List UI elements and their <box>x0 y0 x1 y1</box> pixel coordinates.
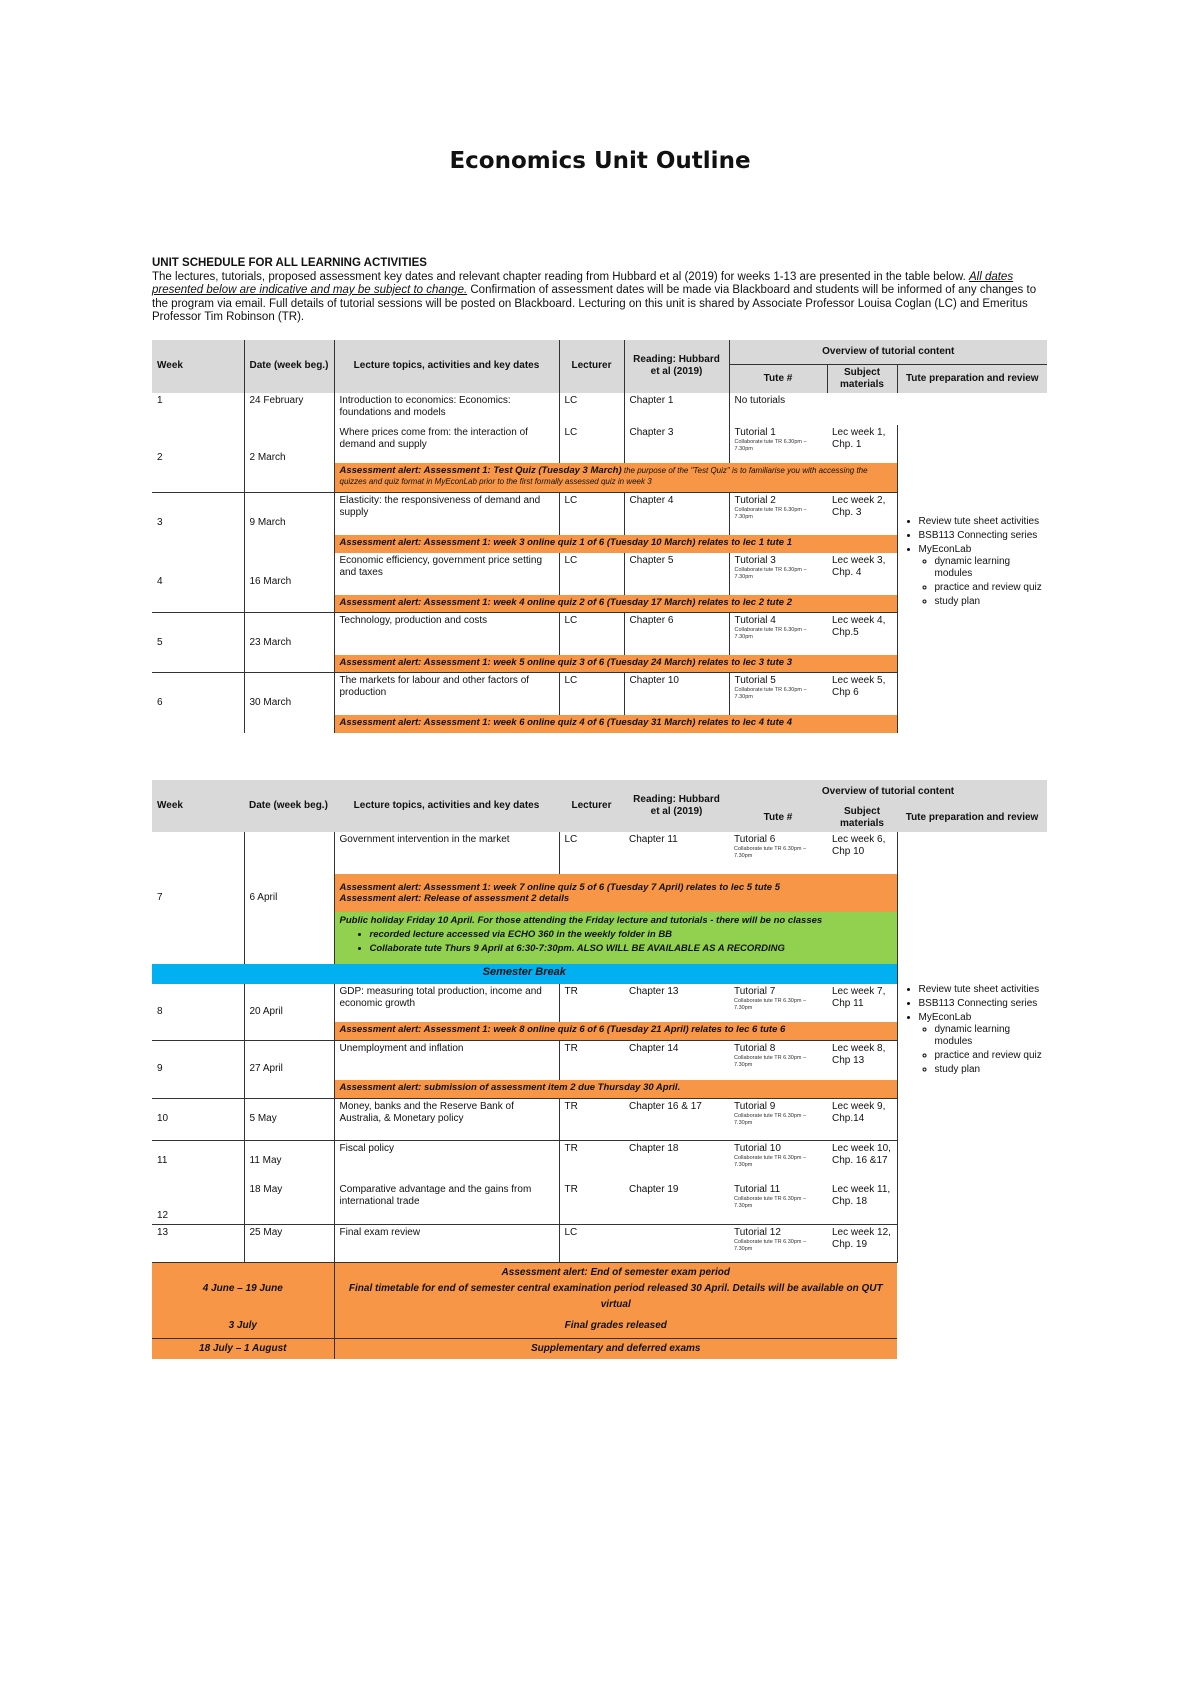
header-week: Week <box>152 780 244 832</box>
week-cell: 9 <box>152 1040 244 1098</box>
tute-cell: Tutorial 10 Collaborate tute TR 6.30pm – 7.30pm <box>729 1140 827 1182</box>
reading-cell: Chapter 6 <box>624 613 729 655</box>
schedule-heading: UNIT SCHEDULE FOR ALL LEARNING ACTIVITIES <box>152 257 427 269</box>
date-cell: 18 May <box>244 1182 334 1224</box>
lecturer-cell: TR <box>564 986 578 997</box>
reading-cell: Chapter 14 <box>624 1040 729 1080</box>
prep-item-label: MyEconLab <box>918 1012 972 1023</box>
subject-cell: Lec week 7, Chp 11 <box>827 984 897 1022</box>
reading-cell: Chapter 11 <box>629 834 678 845</box>
page-title: Economics Unit Outline <box>449 148 751 174</box>
header-topics: Lecture topics, activities and key dates <box>334 340 559 393</box>
subject-cell: Lec week 5, Chp 6 <box>827 673 897 715</box>
prep-subitem: ◦ dynamic learning modules <box>935 1024 1043 1048</box>
tute-cell: Tutorial 5 Collaborate tute TR 6.30pm – 7.30pm <box>729 673 827 715</box>
topic-cell: Introduction to economics: Economics: foundations and models <box>334 393 559 425</box>
exam-date: 4 June – 19 June <box>152 1262 334 1315</box>
week-cell: 11 <box>152 1140 244 1182</box>
schedule-paragraph <box>152 271 1047 325</box>
week-cell: 8 <box>152 984 244 1040</box>
date-cell: 24 February <box>244 393 334 425</box>
date-cell: 23 March <box>244 613 334 673</box>
date-cell: 20 April <box>244 984 334 1040</box>
header-tute: Tute # <box>729 364 827 393</box>
lecturer-cell: TR <box>559 1140 624 1182</box>
assessment-alert: Assessment alert: submission of assessment item 2 due Thursday 30 April. <box>334 1080 897 1098</box>
week-cell: 1 <box>152 393 244 425</box>
header-prep: Tute preparation and review <box>897 804 1047 832</box>
lecturer-cell: LC <box>564 834 578 845</box>
tute-cell: Tutorial 3 Collaborate tute TR 6.30pm – 7.30pm <box>734 554 807 580</box>
lecturer-cell: LC <box>559 493 624 535</box>
reading-cell: Chapter 1 <box>624 393 729 425</box>
date-cell: 27 April <box>244 1040 334 1098</box>
schedule-table-1 <box>152 340 1047 733</box>
topic-cell: Economic efficiency, government price setting and taxes <box>334 553 559 595</box>
public-holiday-notice: Public holiday Friday 10 April. For those attending the Friday lecture and tutorials - there will be no classes • recorded lecture accessed via ECHO 360 in the weekly folder in BB • Collaborate tute Thurs 9 April at 6:30-7:30pm. ALSO WILL BE AVAILABLE AS A RECORDING <box>334 912 897 964</box>
subject-cell: Lec week 1, Chp. 1 <box>827 425 897 463</box>
prep-item: • Review tute sheet activities <box>919 984 1043 996</box>
week-cell: 3 <box>152 493 244 553</box>
prep-item-label: MyEconLab <box>918 543 972 555</box>
lecturer-cell: LC <box>559 553 624 595</box>
prep-cell <box>897 984 1047 1359</box>
prep-item <box>919 544 1043 608</box>
topic-cell: Elasticity: the responsiveness of demand and supply <box>334 493 559 535</box>
date-cell: 5 May <box>244 1098 334 1140</box>
header-reading: Reading: Hubbard et al (2019) <box>624 780 729 832</box>
schedule-intro <box>152 257 1047 325</box>
lecturer-cell: TR <box>564 1184 578 1195</box>
reading-cell: Chapter 4 <box>624 493 729 535</box>
tute-cell: No tutorials <box>734 394 786 406</box>
assessment-alert: Assessment alert: Assessment 1: week 5 online quiz 3 of 6 (Tuesday 24 March) relates to lec 3 tute 3 <box>334 655 897 673</box>
reading-cell: Chapter 16 & 17 <box>624 1098 729 1140</box>
lecturer-cell: LC <box>559 613 624 655</box>
topic-cell: GDP: measuring total production, income and economic growth <box>334 984 559 1022</box>
prep-subitem: ◦ practice and review quiz <box>935 582 1043 594</box>
topic-cell: The markets for labour and other factors of production <box>334 673 559 715</box>
date-cell: 16 March <box>244 553 334 613</box>
tute-cell: Tutorial 7 Collaborate tute TR 6.30pm – 7.30pm <box>734 986 807 1011</box>
tute-cell: Tutorial 9 Collaborate tute TR 6.30pm – 7.30pm <box>729 1098 827 1140</box>
exam-text: Assessment alert: End of semester exam period Final timetable for end of semester central examination period released 30 April. Details will be available on QUT virtual <box>334 1262 897 1315</box>
schedule-table-2 <box>152 780 1047 1359</box>
supp-date: 18 July – 1 August <box>152 1339 334 1359</box>
prep-subitem: ◦ study plan <box>935 1064 1043 1076</box>
week-cell: 7 <box>152 832 244 964</box>
week-cell: 6 <box>152 673 244 733</box>
intro-text-1: The lectures, tutorials, proposed assessment key dates and relevant chapter reading from Hubbard et al (2019) for weeks 1-13 are presented in the table below. <box>152 270 969 283</box>
lecturer-cell: LC <box>559 425 624 463</box>
prep-item: • BSB113 Connecting series <box>919 530 1043 542</box>
date-cell: 11 May <box>244 1140 334 1182</box>
assessment-alert: Assessment alert: Assessment 1: week 7 online quiz 5 of 6 (Tuesday 7 April) relates to lec 5 tute 5 Assessment alert: Release of assessment 2 details <box>334 874 897 912</box>
week-cell: 10 <box>152 1098 244 1140</box>
tute-cell: Tutorial 12 Collaborate tute TR 6.30pm – 7.30pm <box>729 1224 827 1262</box>
assessment-alert: Assessment alert: Assessment 1: week 4 online quiz 2 of 6 (Tuesday 17 March) relates to lec 2 tute 2 <box>334 595 897 613</box>
topic-cell: Money, banks and the Reserve Bank of Australia, & Monetary policy <box>334 1098 559 1140</box>
header-date: Date (week beg.) <box>244 780 334 832</box>
prep-item <box>919 1012 1043 1076</box>
intro-text-3: Confirmation of assessment dates will be made via Blackboard and students will be informed of any changes to the program via email. Full details of tutorial sessions will be posted on Blackboard. Lecturing on this unit is shared by Associate Professor Louisa Coglan (LC) and Emeritus Professor Tim Robinson (TR). <box>152 284 1037 323</box>
prep-subitem: ◦ practice and review quiz <box>935 1050 1043 1062</box>
date-cell: 2 March <box>244 425 334 493</box>
lecturer-cell: TR <box>559 1040 624 1080</box>
header-overview: Overview of tutorial content <box>729 340 1047 364</box>
header-prep: Tute preparation and review <box>897 364 1047 393</box>
week-cell: 13 <box>152 1224 244 1262</box>
lecturer-cell: LC <box>559 393 624 425</box>
topic-cell: Government intervention in the market <box>334 832 559 874</box>
tute-cell: Tutorial 11 Collaborate tute TR 6.30pm – 7.30pm <box>734 1184 807 1209</box>
reading-cell: Chapter 19 <box>629 1184 679 1195</box>
date-cell: 25 May <box>244 1224 334 1262</box>
header-lecturer: Lecturer <box>559 340 624 393</box>
topic-cell: Comparative advantage and the gains from international trade <box>334 1182 559 1224</box>
reading-cell: Chapter 10 <box>624 673 729 715</box>
assessment-alert: Assessment alert: Assessment 1: Test Quiz (Tuesday 3 March) the purpose of the "Test Quiz" is to familiarise you with accessing the quizzes and quiz format in MyEconLab prior to the first formally assessed quiz in week 3 <box>334 463 897 493</box>
date-cell: 30 March <box>244 673 334 733</box>
topic-cell: Unemployment and inflation <box>334 1040 559 1080</box>
header-lecturer: Lecturer <box>559 780 624 832</box>
prep-subitem: ◦ study plan <box>935 596 1043 608</box>
prep-item: • Review tute sheet activities <box>919 516 1043 528</box>
header-overview: Overview of tutorial content <box>729 780 1047 804</box>
prep-cell <box>897 393 1047 733</box>
semester-break-banner: Semester Break <box>152 964 897 984</box>
subject-cell: Lec week 6, Chp 10 <box>827 832 897 874</box>
week-cell: 12 <box>152 1182 244 1224</box>
tute-cell: Tutorial 2 Collaborate tute TR 6.30pm – 7.30pm <box>729 493 827 535</box>
subject-cell: Lec week 9, Chp.14 <box>827 1098 897 1140</box>
header-topics: Lecture topics, activities and key dates <box>334 780 559 832</box>
week-cell: 4 <box>152 553 244 613</box>
subject-cell: Lec week 8, Chp 13 <box>827 1040 897 1080</box>
header-tute: Tute # <box>729 804 827 832</box>
subject-cell: Lec week 11, Chp. 18 <box>827 1182 897 1224</box>
reading-cell: Chapter 5 <box>624 553 729 595</box>
lecturer-cell: LC <box>559 673 624 715</box>
lecturer-cell: TR <box>559 1098 624 1140</box>
grades-date: 3 July <box>152 1315 334 1339</box>
header-date: Date (week beg.) <box>244 340 334 393</box>
subject-cell: Lec week 3, Chp. 4 <box>827 553 897 595</box>
topic-cell: Fiscal policy <box>334 1140 559 1182</box>
header-week: Week <box>152 340 244 393</box>
tute-cell: Tutorial 8 Collaborate tute TR 6.30pm – 7.30pm <box>729 1040 827 1080</box>
reading-cell: Chapter 3 <box>624 425 729 463</box>
lecturer-cell: LC <box>559 1224 624 1262</box>
assessment-alert: Assessment alert: Assessment 1: week 8 online quiz 6 of 6 (Tuesday 21 April) relates to lec 6 tute 6 <box>334 1022 897 1040</box>
header-subject: Subject materials <box>827 364 897 393</box>
table-row <box>152 393 1047 425</box>
date-cell: 9 March <box>244 493 334 553</box>
subject-cell: Lec week 2, Chp. 3 <box>827 493 897 535</box>
reading-cell: Chapter 13 <box>629 986 679 997</box>
topic-cell: Technology, production and costs <box>334 613 559 655</box>
subject-cell: Lec week 4, Chp.5 <box>827 613 897 655</box>
table-row <box>152 832 1047 874</box>
assessment-alert: Assessment alert: Assessment 1: week 3 online quiz 1 of 6 (Tuesday 10 March) relates to lec 1 tute 1 <box>334 535 897 553</box>
header-reading: Reading: Hubbard et al (2019) <box>624 340 729 393</box>
tute-cell: Tutorial 6 Collaborate tute TR 6.30pm – 7.30pm <box>734 834 807 859</box>
assessment-alert: Assessment alert: Assessment 1: week 6 online quiz 4 of 6 (Tuesday 31 March) relates to lec 4 tute 4 <box>334 715 897 733</box>
reading-cell: Chapter 18 <box>624 1140 729 1182</box>
subject-cell: Lec week 12, Chp. 19 <box>827 1224 897 1262</box>
week-cell: 2 <box>152 425 244 493</box>
table-row <box>152 984 1047 1022</box>
tute-cell: Tutorial 1 Collaborate tute TR 6.30pm – 7.30pm <box>734 426 807 452</box>
tute-cell: Tutorial 4 Collaborate tute TR 6.30pm – 7.30pm <box>729 613 827 655</box>
intro-text-2: All dates presented below are indicative and may be subject to change. <box>152 270 1014 296</box>
topic-cell: Where prices come from: the interaction of demand and supply <box>334 425 559 463</box>
supp-text: Supplementary and deferred exams <box>334 1339 897 1359</box>
subject-cell: Lec week 10, Chp. 16 &17 <box>827 1140 897 1182</box>
prep-subitem: ◦ dynamic learning modules <box>935 556 1043 580</box>
grades-text: Final grades released <box>334 1315 897 1339</box>
date-cell: 6 April <box>244 832 334 964</box>
week-cell: 5 <box>152 613 244 673</box>
header-subject: Subject materials <box>827 804 897 832</box>
reading-cell <box>624 1224 729 1262</box>
prep-item: • BSB113 Connecting series <box>919 998 1043 1010</box>
topic-cell: Final exam review <box>334 1224 559 1262</box>
